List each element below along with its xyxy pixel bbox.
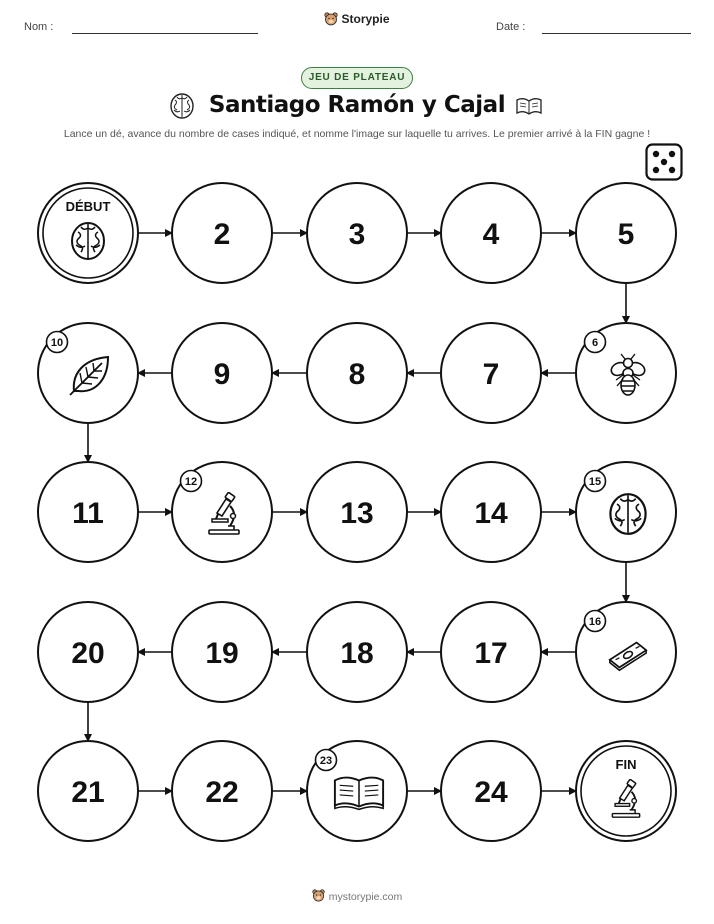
board-space-24[interactable] bbox=[441, 741, 541, 841]
space-number: 10 bbox=[50, 337, 64, 349]
board-space-9[interactable] bbox=[172, 323, 272, 423]
brain-icon bbox=[610, 494, 645, 534]
space-number: 19 bbox=[205, 637, 239, 670]
space-label: DÉBUT bbox=[65, 199, 111, 214]
board-space-18[interactable] bbox=[307, 602, 407, 702]
board-space-22[interactable] bbox=[172, 741, 272, 841]
space-number: 18 bbox=[340, 637, 374, 670]
space-number: 23 bbox=[319, 755, 333, 767]
start-space[interactable] bbox=[38, 183, 138, 283]
brain-icon bbox=[72, 223, 104, 259]
date-label: Date : bbox=[496, 21, 526, 33]
space-number: 11 bbox=[72, 497, 104, 530]
board-space-13[interactable] bbox=[307, 462, 407, 562]
space-number: 5 bbox=[617, 218, 635, 251]
game-instructions: Lance un dé, avance du nombre de cases indiqué, et nomme l'image sur laquelle tu arrives. Le premier arrivé à la FIN gagne ! bbox=[63, 128, 651, 140]
footer-url: mystorypie.com bbox=[328, 891, 403, 903]
space-number: 17 bbox=[474, 637, 508, 670]
space-number: 14 bbox=[474, 497, 508, 530]
footer bbox=[0, 889, 714, 903]
space-label: FIN bbox=[615, 757, 637, 772]
page-title: Santiago Ramón y Cajal bbox=[208, 92, 506, 118]
board-space-3[interactable] bbox=[307, 183, 407, 283]
space-number: 2 bbox=[213, 218, 231, 251]
space-number: 24 bbox=[474, 776, 508, 809]
board-space-11[interactable] bbox=[38, 462, 138, 562]
space-number: 12 bbox=[184, 476, 198, 488]
board-space-5[interactable] bbox=[576, 183, 676, 283]
space-number: 4 bbox=[482, 218, 500, 251]
space-number: 9 bbox=[213, 358, 231, 391]
board-space-4[interactable] bbox=[441, 183, 541, 283]
board-space-21[interactable] bbox=[38, 741, 138, 841]
space-number: 6 bbox=[591, 337, 599, 349]
board-space-12[interactable] bbox=[172, 462, 272, 562]
board-space-2[interactable] bbox=[172, 183, 272, 283]
board-space-10[interactable] bbox=[38, 323, 138, 423]
name-label: Nom : bbox=[24, 21, 54, 33]
space-number: 21 bbox=[71, 776, 105, 809]
board-space-17[interactable] bbox=[441, 602, 541, 702]
space-number: 22 bbox=[205, 776, 239, 809]
board-space-15[interactable] bbox=[576, 462, 676, 562]
board-space-19[interactable] bbox=[172, 602, 272, 702]
game-type-badge: JEU DE PLATEAU bbox=[301, 67, 413, 89]
space-number: 7 bbox=[482, 358, 500, 391]
board-space-23[interactable] bbox=[307, 741, 407, 841]
space-number: 13 bbox=[340, 497, 374, 530]
space-number: 3 bbox=[348, 218, 366, 251]
space-number: 15 bbox=[588, 476, 602, 488]
board-space-8[interactable] bbox=[307, 323, 407, 423]
bear-icon bbox=[312, 889, 325, 902]
board-space-14[interactable] bbox=[441, 462, 541, 562]
space-number: 20 bbox=[71, 637, 105, 670]
board-space-20[interactable] bbox=[38, 602, 138, 702]
space-number: 16 bbox=[588, 616, 602, 628]
board-space-6[interactable] bbox=[576, 323, 676, 423]
finish-space[interactable] bbox=[576, 741, 676, 841]
board-space-7[interactable] bbox=[441, 323, 541, 423]
space-number: 8 bbox=[348, 358, 366, 391]
brand-name: Storypie bbox=[341, 12, 390, 26]
board-space-16[interactable] bbox=[576, 602, 676, 702]
